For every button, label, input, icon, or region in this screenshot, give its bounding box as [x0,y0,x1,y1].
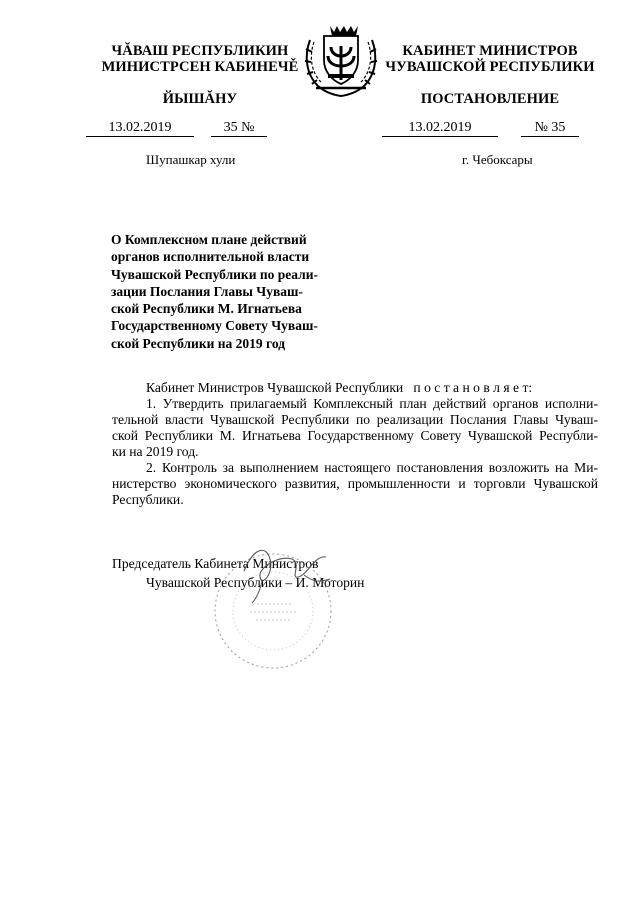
left-doc-type: ЙЫШĂНУ [162,91,238,107]
item-2 [112,460,598,508]
chuvash-emblem-icon [300,22,382,98]
left-date: 13.02.2019 [86,120,194,137]
intro-prefix: Кабинет Министров Чувашской Республики [146,380,404,395]
left-org-line-1: ЧĂВАШ РЕСПУБЛИКИН [111,43,289,59]
handwritten-signature [232,537,342,607]
right-number: № 35 [521,120,579,137]
item-2-line: Республики. [112,492,184,507]
signatory-name: Чувашской Республики – И. Моторин [146,575,365,590]
document-body [112,380,598,508]
intro-resolves: п о с т а н о в л я е т: [413,380,533,395]
left-city: Шупашкар хули [146,152,236,167]
right-doc-type: ПОСТАНОВЛЕНИЕ [420,91,560,107]
right-date: 13.02.2019 [382,120,498,137]
left-org-name [85,43,315,75]
right-city: г. Чебоксары [462,152,533,167]
subject-line: О Комплексном плане действий [111,232,307,247]
right-org-line-1: КАБИНЕТ МИНИСТРОВ [402,43,578,59]
item-1 [112,396,598,460]
signatory-title: Председатель Кабинета Министров [112,556,319,571]
item-2-line: нистерство экономического развития, промышленности и торговли Чувашской [112,476,598,491]
item-1-line: тельной власти Чувашской Республики по реализации Послания Главы Чуваш- [112,412,598,427]
subject-line: органов исполнительной власти [111,249,310,265]
item-2-line: 2. Контроль за выполнением настоящего постановления возложить на Ми- [146,460,598,475]
resolution-intro [112,380,598,396]
subject-line: зации Послания Главы Чуваш- [111,283,303,299]
left-number: 35 № [211,120,267,137]
left-org-line-2: МИНИСТРСЕН КАБИНЕЧĚ [101,59,299,75]
item-1-line: ки на 2019 год. [112,444,199,459]
right-org-line-2: ЧУВАШСКОЙ РЕСПУБЛИКИ [385,59,595,75]
item-1-line: ской Республики М. Игнатьева Государственному Совету Чувашской Республи- [112,428,598,443]
subject-line: ской Республики на 2019 год [111,335,286,351]
subject-line: Государственному Совету Чуваш- [111,318,318,334]
item-1-line: 1. Утвердить прилагаемый Комплексный план действий органов исполни- [146,396,598,411]
subject-line: Чувашской Республики по реали- [111,266,318,282]
document-subject [111,231,333,352]
right-org-name [375,43,605,75]
subject-line: ской Республики М. Игнатьева [111,301,302,317]
